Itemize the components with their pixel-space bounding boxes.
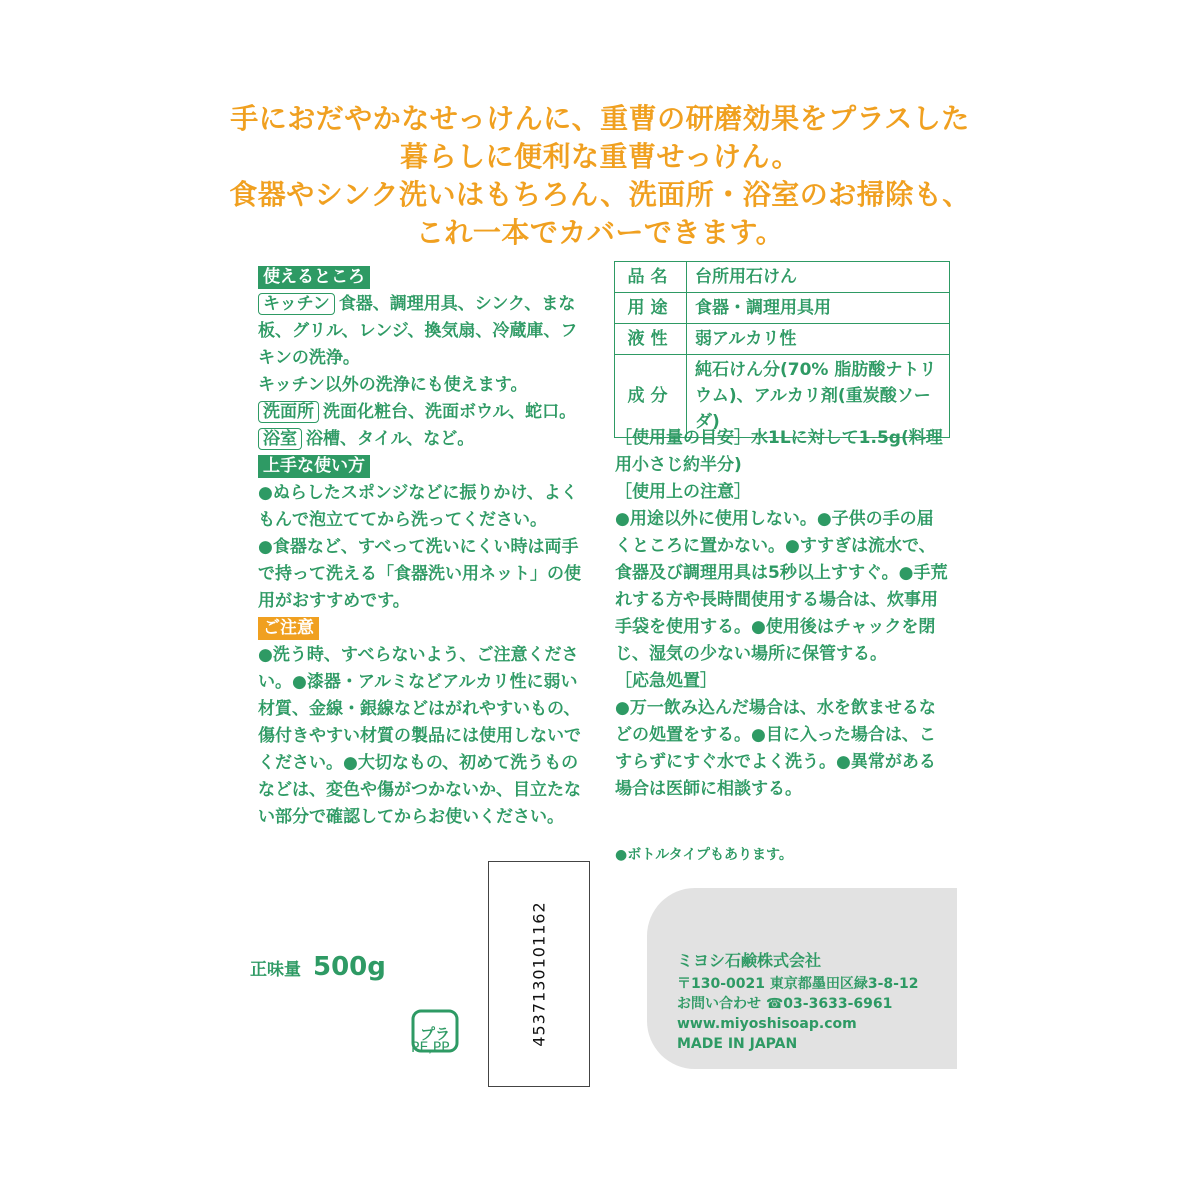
net-weight bbox=[250, 952, 386, 982]
company-address: 〒130-0021 東京都墨田区緑3-8-12 bbox=[677, 976, 919, 992]
spec-key: 用途 bbox=[615, 293, 687, 324]
barcode-box bbox=[488, 861, 590, 1087]
company-url: www.miyoshisoap.com bbox=[677, 1016, 857, 1032]
right-column bbox=[615, 425, 950, 803]
emergency-text: ●万一飲み込んだ場合は、水を飲ませるなどの処置をする。●目に入った場合は、こすらずにすぐ水でよく洗う。●異常がある場合は医師に相談する。 bbox=[615, 698, 936, 799]
bath-text: 浴槽、タイル、など。 bbox=[306, 429, 475, 449]
spec-key: 成分 bbox=[615, 355, 687, 438]
spec-key: 品名 bbox=[615, 262, 687, 293]
bath-tag: 浴室 bbox=[258, 428, 302, 450]
usage-text: ●用途以外に使用しない。●子供の手の届くところに置かない。●すすぎは流水で、食器及び調理用具は5秒以上すすぐ。●手荒れする方や長時間使用する場合は、炊事用手袋を使用する。●使用後はチャックを閉じ、湿気の少ない場所に保管する。 bbox=[615, 509, 948, 664]
kitchen-extra: キッチン以外の洗浄にも使えます。 bbox=[258, 375, 528, 395]
spec-key: 液性 bbox=[615, 324, 687, 355]
washroom-text: 洗面化粧台、洗面ボウル、蛇口。 bbox=[323, 402, 577, 422]
caution-text: ●洗う時、すべらないよう、ご注意ください。●漆器・アルミなどアルカリ性に弱い材質、金線・銀線などはがれやすいもの、傷付きやすい材質の製品には使用しないでください。●大切なもの、初めて洗うものなどは、変色や傷がつかないか、目立たない部分で確認してからお使いください。 bbox=[258, 645, 581, 827]
spec-value: 純石けん分(70% 脂肪酸ナトリウム)、アルカリ剤(重炭酸ソーダ) bbox=[687, 355, 950, 438]
usage-heading: ［使用上の注意］ bbox=[615, 482, 751, 502]
company-name: ミヨシ石鹸株式会社 bbox=[677, 951, 822, 970]
spec-value: 食器・調理用具用 bbox=[687, 293, 950, 324]
headline-line-1: 手におだやかなせっけんに、重曹の研磨効果をプラスした bbox=[230, 102, 970, 135]
barcode-number: 4537130101162 bbox=[529, 901, 549, 1047]
headline-line-3: 食器やシンク洗いはもちろん、洗面所・浴室のお掃除も、 bbox=[229, 178, 971, 211]
company-origin: MADE IN JAPAN bbox=[677, 1036, 798, 1052]
recycle-pla-icon bbox=[410, 993, 460, 1073]
headline bbox=[150, 100, 1050, 252]
spec-value: 台所用石けん bbox=[687, 262, 950, 293]
howto-2: ●食器など、すべって洗いにくい時は両手で持って洗える「食器洗い用ネット」の使用がおすすめです。 bbox=[258, 537, 581, 611]
bath-uses bbox=[258, 426, 593, 453]
howto-1: ●ぬらしたスポンジなどに振りかけ、よくもんで泡立ててから洗ってください。 bbox=[258, 483, 578, 530]
kitchen-tag: キッチン bbox=[258, 293, 335, 315]
kitchen-uses bbox=[258, 291, 593, 372]
washroom-uses bbox=[258, 399, 593, 426]
amount-guide: ［使用量の目安］水1Lに対して1.5g(料理用小さじ約半分) bbox=[615, 428, 943, 475]
kitchen-text: 食器、調理用具、シンク、まな板、グリル、レンジ、換気扇、冷蔵庫、フキンの洗浄。 bbox=[258, 294, 578, 368]
emergency-heading: ［応急処置］ bbox=[615, 671, 717, 691]
caution-heading: ご注意 bbox=[258, 617, 319, 640]
spec-row bbox=[615, 262, 950, 293]
net-weight-label: 正味量 bbox=[250, 960, 301, 980]
recycle-material: PE,PP bbox=[411, 1040, 450, 1056]
spec-row bbox=[615, 324, 950, 355]
recycle-mark: プラ bbox=[419, 1025, 451, 1043]
left-column bbox=[258, 264, 593, 831]
howto-heading: 上手な使い方 bbox=[258, 455, 370, 478]
company-panel bbox=[647, 888, 957, 1069]
spec-table bbox=[614, 261, 950, 438]
company-info bbox=[677, 948, 918, 1054]
bottle-note: ●ボトルタイプもあります。 bbox=[615, 847, 793, 863]
uses-heading: 使えるところ bbox=[258, 266, 370, 289]
spec-row bbox=[615, 293, 950, 324]
net-weight-value: 500g bbox=[313, 952, 386, 982]
headline-line-4: これ一本でカバーできます。 bbox=[415, 216, 785, 249]
headline-line-2: 暮らしに便利な重曹せっけん。 bbox=[399, 140, 801, 173]
washroom-tag: 洗面所 bbox=[258, 401, 319, 423]
spec-value: 弱アルカリ性 bbox=[687, 324, 950, 355]
company-contact: お問い合わせ ☎03-3633-6961 bbox=[677, 996, 893, 1012]
